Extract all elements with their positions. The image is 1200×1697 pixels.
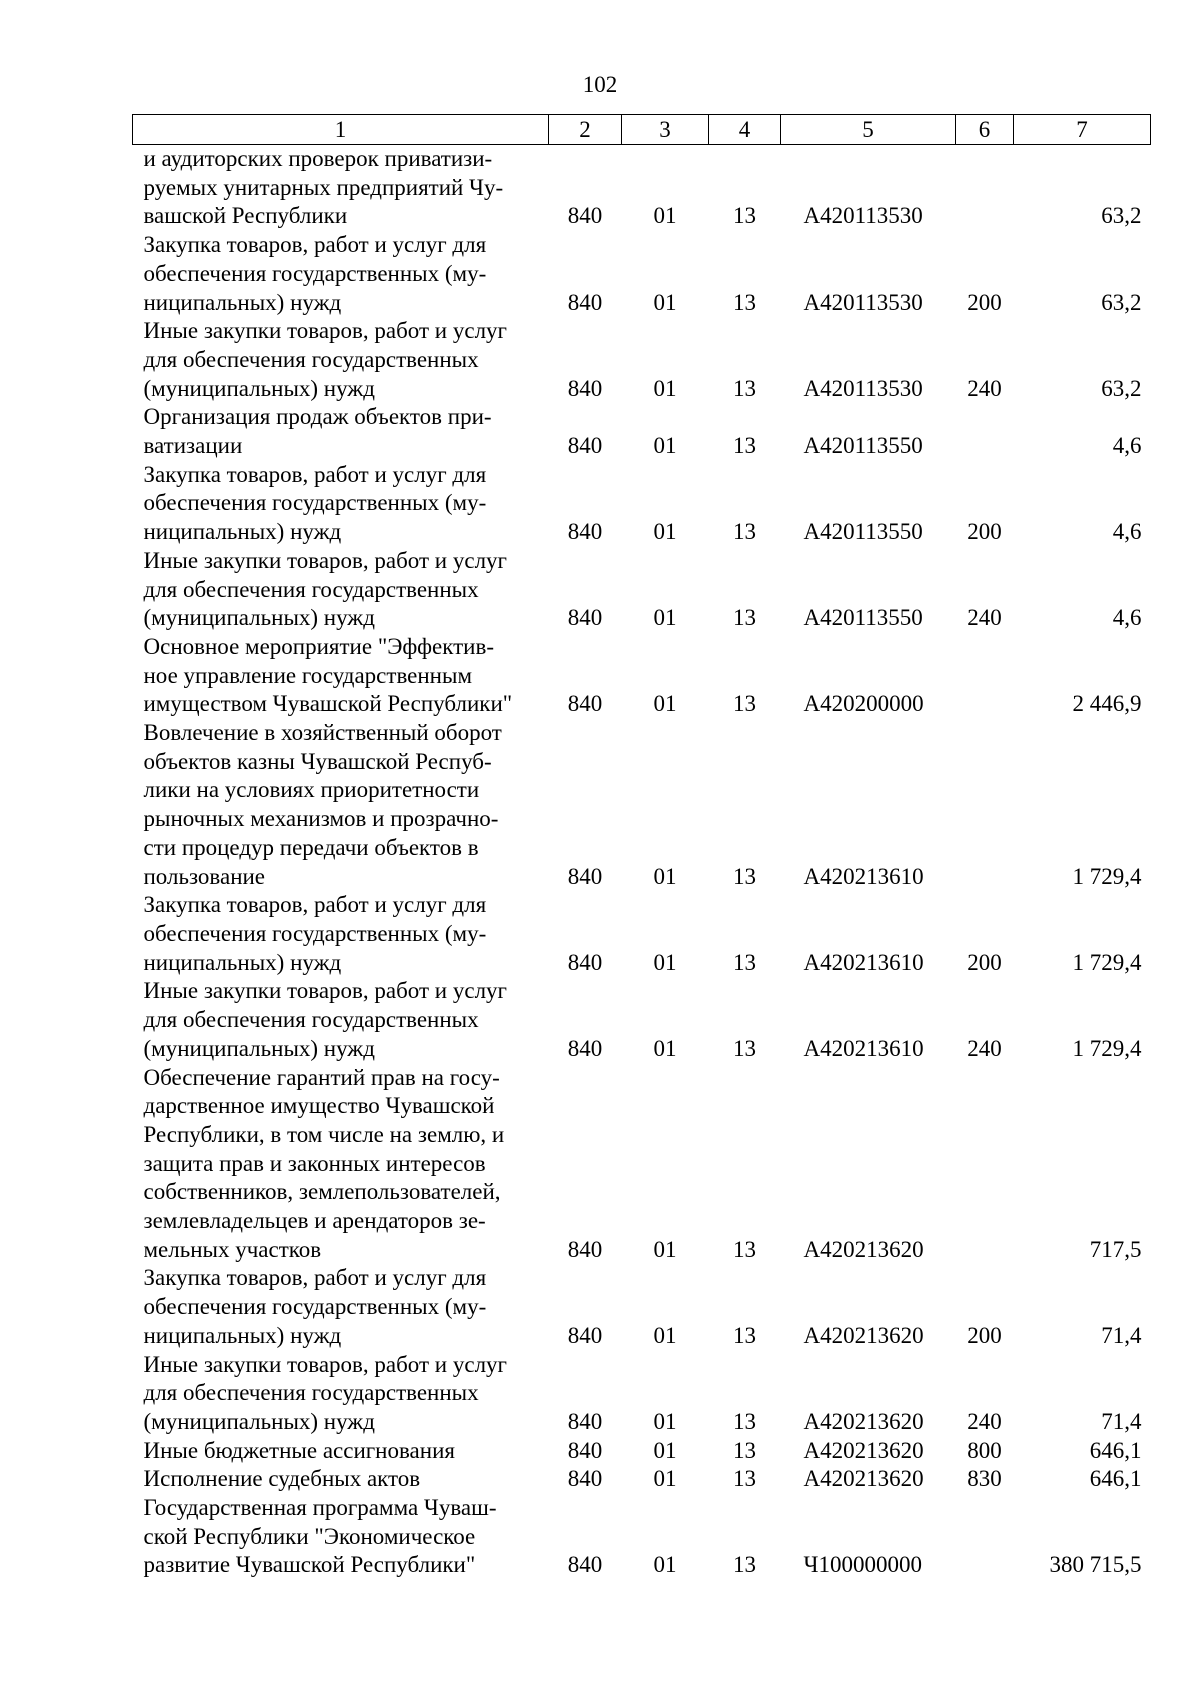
header-col-1: 1 — [133, 115, 549, 145]
description-line: лики на условиях приоритетности — [143, 777, 480, 803]
table-row — [133, 1064, 1151, 1265]
header-col-3: 3 — [622, 115, 709, 145]
cell-expense-type: 240 — [967, 1408, 1002, 1434]
description-line: рыночных механизмов и прозрачно- — [143, 806, 499, 832]
cell-target-article: А420213610 — [803, 1035, 924, 1061]
cell-razdel: 01 — [653, 203, 677, 229]
description-line: Исполнение судебных актов — [143, 1466, 421, 1492]
table-header — [133, 115, 1151, 145]
page-number: 102 — [582, 72, 618, 97]
cell-description — [133, 1494, 549, 1580]
cell-description — [133, 145, 549, 232]
table-row — [133, 1494, 1151, 1580]
cell-amount: 4,6 — [1112, 605, 1142, 631]
cell-expense-type: 200 — [967, 1322, 1002, 1348]
description-line: Республики, в том числе на землю, и — [143, 1121, 505, 1147]
cell-amount: 63,2 — [1101, 289, 1142, 315]
cell-target-article: Ч100000000 — [803, 1552, 922, 1578]
cell-podrazdel: 13 — [733, 1236, 756, 1262]
description-line: Иные закупки товаров, работ и услуг — [143, 978, 507, 1004]
table-row — [133, 1465, 1151, 1494]
description-line: объектов казны Чувашской Респуб- — [143, 748, 492, 774]
description-line: (муниципальных) нужд — [143, 375, 375, 401]
table-row — [133, 145, 1151, 232]
cell-target-article: А420213620 — [803, 1322, 924, 1348]
cell-grbs: 840 — [567, 289, 603, 315]
cell-amount: 71,4 — [1101, 1408, 1142, 1434]
description-line: Иные закупки товаров, работ и услуг — [143, 1351, 507, 1377]
cell-podrazdel: 13 — [733, 1466, 756, 1492]
cell-razdel: 01 — [653, 433, 677, 459]
description-line: руемых унитарных предприятий Чу- — [143, 174, 504, 200]
cell-podrazdel: 13 — [733, 289, 756, 315]
cell-description — [133, 977, 549, 1063]
cell-target-article: А420113550 — [803, 519, 923, 545]
cell-target-article: А420200000 — [803, 691, 924, 717]
cell-amount: 1 729,4 — [1072, 949, 1142, 975]
cell-expense-type: 830 — [967, 1466, 1002, 1492]
description-line: обеспечения государственных (му- — [143, 260, 487, 286]
description-line: обеспечения государственных (му- — [143, 490, 487, 516]
description-line: Иные закупки товаров, работ и услуг — [143, 318, 507, 344]
table-row — [133, 403, 1151, 460]
cell-expense-type — [956, 145, 1014, 232]
cell-podrazdel: 13 — [733, 949, 756, 975]
cell-description — [133, 719, 549, 891]
cell-razdel: 01 — [653, 1552, 677, 1578]
cell-amount: 4,6 — [1112, 433, 1142, 459]
description-line: мельных участков — [143, 1236, 322, 1262]
cell-expense-type — [956, 1064, 1014, 1265]
cell-expense-type — [956, 403, 1014, 460]
cell-amount: 646,1 — [1089, 1437, 1142, 1463]
cell-description — [133, 1264, 549, 1350]
description-line: пользование — [143, 863, 266, 889]
cell-amount: 717,5 — [1089, 1236, 1142, 1262]
cell-description — [133, 1465, 549, 1494]
cell-target-article: А420113550 — [803, 433, 923, 459]
table-row — [133, 1264, 1151, 1350]
cell-description — [133, 231, 549, 317]
cell-razdel: 01 — [653, 1408, 677, 1434]
description-line: Закупка товаров, работ и услуг для — [143, 1265, 487, 1291]
cell-grbs: 840 — [567, 605, 603, 631]
cell-description — [133, 1064, 549, 1265]
description-line: Организация продаж объектов при- — [143, 404, 492, 430]
description-line: ниципальных) нужд — [143, 289, 342, 315]
cell-expense-type — [956, 719, 1014, 891]
description-line: Иные бюджетные ассигнования — [143, 1437, 455, 1463]
cell-podrazdel: 13 — [733, 863, 756, 889]
header-col-2: 2 — [549, 115, 622, 145]
cell-grbs: 840 — [567, 375, 603, 401]
description-line: дарственное имущество Чувашской — [143, 1093, 495, 1119]
description-line: ниципальных) нужд — [143, 1322, 342, 1348]
description-line: Закупка товаров, работ и услуг для — [143, 461, 487, 487]
cell-podrazdel: 13 — [733, 1437, 756, 1463]
cell-grbs: 840 — [567, 1437, 603, 1463]
cell-razdel: 01 — [653, 863, 677, 889]
cell-description — [133, 403, 549, 460]
cell-razdel: 01 — [653, 949, 677, 975]
cell-target-article: А420213610 — [803, 949, 924, 975]
description-line: (муниципальных) нужд — [143, 1408, 375, 1434]
cell-razdel: 01 — [653, 375, 677, 401]
cell-grbs: 840 — [567, 519, 603, 545]
cell-grbs: 840 — [567, 863, 603, 889]
cell-amount: 1 729,4 — [1072, 863, 1142, 889]
table-row — [133, 977, 1151, 1063]
description-line: вашской Республики — [143, 203, 348, 229]
cell-target-article: А420113530 — [803, 289, 923, 315]
cell-razdel: 01 — [653, 605, 677, 631]
cell-amount: 63,2 — [1101, 203, 1142, 229]
cell-grbs: 840 — [567, 691, 603, 717]
table-row — [133, 891, 1151, 977]
table-row — [133, 1351, 1151, 1437]
cell-description — [133, 461, 549, 547]
header-col-4: 4 — [709, 115, 781, 145]
cell-target-article: А420213620 — [803, 1466, 924, 1492]
cell-podrazdel: 13 — [733, 375, 756, 401]
description-line: Вовлечение в хозяйственный оборот — [143, 720, 502, 746]
description-line: обеспечения государственных (му- — [143, 920, 487, 946]
cell-description — [133, 1437, 549, 1466]
cell-podrazdel: 13 — [733, 203, 756, 229]
table-row — [133, 317, 1151, 403]
cell-amount: 1 729,4 — [1072, 1035, 1142, 1061]
cell-description — [133, 1351, 549, 1437]
header-col-5: 5 — [781, 115, 956, 145]
table-row — [133, 633, 1151, 719]
description-line: ное управление государственным — [143, 662, 473, 688]
cell-target-article: А420213620 — [803, 1236, 924, 1262]
cell-expense-type — [956, 633, 1014, 719]
table-row — [133, 547, 1151, 633]
table-row — [133, 719, 1151, 891]
description-line: землевладельцев и арендаторов зе- — [143, 1208, 486, 1234]
cell-amount: 4,6 — [1112, 519, 1142, 545]
description-line: развитие Чувашской Республики" — [143, 1552, 476, 1578]
table-row — [133, 1437, 1151, 1466]
budget-table — [132, 114, 1151, 1580]
description-line: Обеспечение гарантий прав на госу- — [143, 1064, 500, 1090]
cell-expense-type: 240 — [967, 375, 1002, 401]
cell-podrazdel: 13 — [733, 1552, 756, 1578]
description-line: для обеспечения государственных — [143, 576, 479, 602]
cell-description — [133, 317, 549, 403]
description-line: ниципальных) нужд — [143, 949, 342, 975]
cell-razdel: 01 — [653, 289, 677, 315]
description-line: имуществом Чувашской Республики" — [143, 691, 513, 717]
cell-razdel: 01 — [653, 1035, 677, 1061]
cell-target-article: А420113530 — [803, 203, 923, 229]
description-line: Государственная программа Чуваш- — [143, 1495, 497, 1521]
cell-target-article: А420213620 — [803, 1437, 924, 1463]
cell-amount: 63,2 — [1101, 375, 1142, 401]
cell-target-article: А420213610 — [803, 863, 924, 889]
cell-target-article: А420113550 — [803, 605, 923, 631]
cell-grbs: 840 — [567, 1552, 603, 1578]
description-line: защита прав и законных интересов — [143, 1150, 486, 1176]
cell-expense-type — [956, 1494, 1014, 1580]
header-col-7: 7 — [1014, 115, 1151, 145]
cell-expense-type: 800 — [967, 1437, 1002, 1463]
cell-razdel: 01 — [653, 1437, 677, 1463]
cell-grbs: 840 — [567, 203, 603, 229]
description-line: Закупка товаров, работ и услуг для — [143, 892, 487, 918]
cell-expense-type: 240 — [967, 605, 1002, 631]
cell-razdel: 01 — [653, 1322, 677, 1348]
cell-grbs: 840 — [567, 1322, 603, 1348]
cell-amount: 2 446,9 — [1072, 691, 1142, 717]
cell-amount: 380 715,5 — [1049, 1552, 1142, 1578]
cell-grbs: 840 — [567, 1236, 603, 1262]
cell-podrazdel: 13 — [733, 1408, 756, 1434]
cell-amount: 71,4 — [1101, 1322, 1142, 1348]
description-line: ватизации — [143, 433, 243, 459]
header-row — [133, 115, 1151, 145]
table-body — [133, 145, 1151, 1581]
cell-podrazdel: 13 — [733, 1035, 756, 1061]
description-line: Закупка товаров, работ и услуг для — [143, 232, 487, 258]
cell-razdel: 01 — [653, 519, 677, 545]
description-line: Иные закупки товаров, работ и услуг — [143, 547, 507, 573]
description-line: для обеспечения государственных — [143, 1007, 479, 1033]
description-line: обеспечения государственных (му- — [143, 1294, 487, 1320]
cell-expense-type: 200 — [967, 519, 1002, 545]
description-line: сти процедур передачи объектов в — [143, 834, 479, 860]
cell-description — [133, 633, 549, 719]
description-line: для обеспечения государственных — [143, 1380, 479, 1406]
cell-target-article: А420213620 — [803, 1408, 924, 1434]
table-row — [133, 231, 1151, 317]
cell-description — [133, 547, 549, 633]
cell-description — [133, 891, 549, 977]
description-line: собственников, землепользователей, — [143, 1179, 501, 1205]
cell-grbs: 840 — [567, 433, 603, 459]
cell-podrazdel: 13 — [733, 691, 756, 717]
table-row — [133, 461, 1151, 547]
cell-expense-type: 200 — [967, 949, 1002, 975]
cell-razdel: 01 — [653, 1466, 677, 1492]
cell-razdel: 01 — [653, 691, 677, 717]
description-line: для обеспечения государственных — [143, 346, 479, 372]
cell-expense-type: 200 — [967, 289, 1002, 315]
cell-podrazdel: 13 — [733, 1322, 756, 1348]
description-line: и аудиторских проверок приватизи- — [143, 146, 493, 171]
cell-target-article: А420113530 — [803, 375, 923, 401]
cell-podrazdel: 13 — [733, 433, 756, 459]
header-col-6: 6 — [956, 115, 1014, 145]
cell-expense-type: 240 — [967, 1035, 1002, 1061]
description-line: (муниципальных) нужд — [143, 605, 375, 631]
description-line: ской Республики "Экономическое — [143, 1523, 476, 1549]
cell-grbs: 840 — [567, 1035, 603, 1061]
cell-grbs: 840 — [567, 1466, 603, 1492]
cell-razdel: 01 — [653, 1236, 677, 1262]
cell-grbs: 840 — [567, 1408, 603, 1434]
description-line: Основное мероприятие "Эффектив- — [143, 633, 495, 659]
description-line: (муниципальных) нужд — [143, 1035, 375, 1061]
description-line: ниципальных) нужд — [143, 519, 342, 545]
cell-amount: 646,1 — [1089, 1466, 1142, 1492]
cell-podrazdel: 13 — [733, 519, 756, 545]
cell-podrazdel: 13 — [733, 605, 756, 631]
cell-grbs: 840 — [567, 949, 603, 975]
